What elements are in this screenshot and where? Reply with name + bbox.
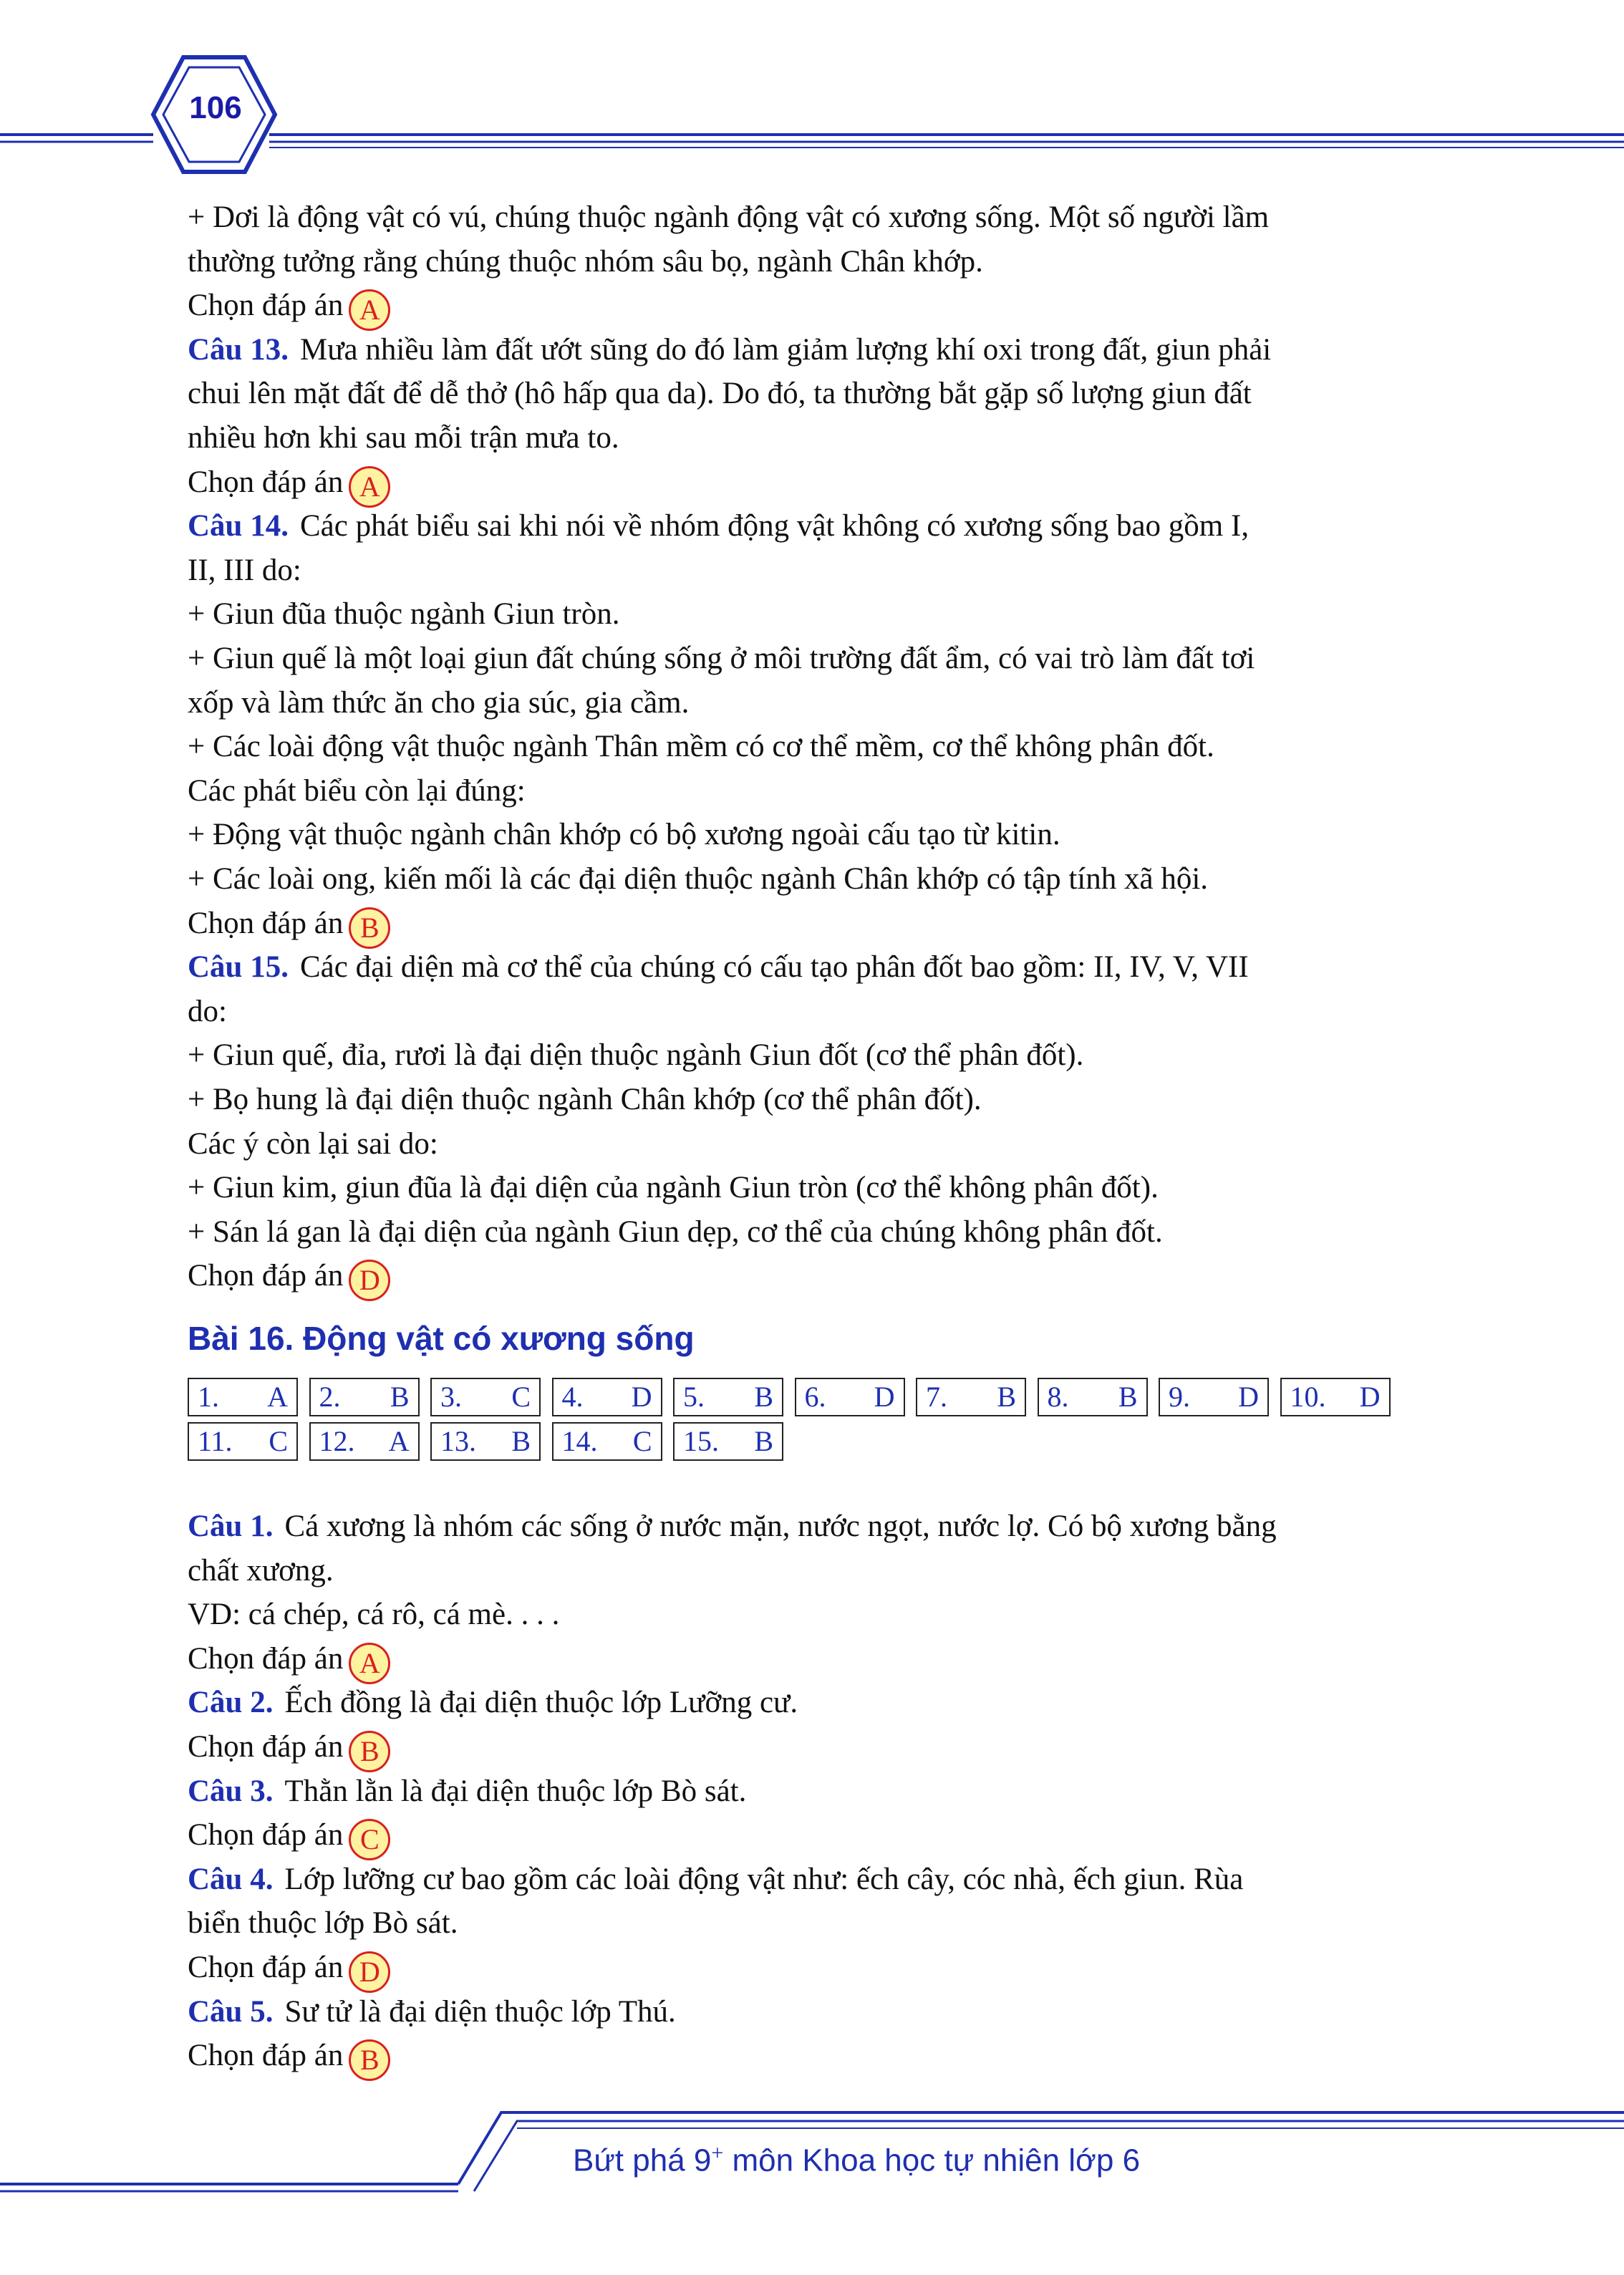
text-line <box>188 2036 390 2081</box>
line-text: Chọn đáp án <box>188 1730 344 1764</box>
line-text: + Các loài ong, kiến mối là các đại diện thuộc ngành Chân khớp có tập tính xã hội. <box>188 862 1209 896</box>
text-line <box>188 418 619 458</box>
text-line <box>188 639 1255 679</box>
question-number: 10. <box>1290 1381 1326 1413</box>
answer-letter: A <box>267 1381 288 1413</box>
answer-letter: B <box>997 1381 1016 1413</box>
text-line <box>188 1727 390 1772</box>
question-number: 7. <box>926 1381 947 1413</box>
answer-badge: C <box>349 1819 390 1860</box>
answer-letter: D <box>874 1381 895 1413</box>
answer-letter: C <box>269 1425 288 1457</box>
line-text: xốp và làm thức ăn cho gia súc, gia cầm. <box>188 685 690 720</box>
text-line <box>188 1948 390 1993</box>
text-line <box>188 551 301 591</box>
answer-badge: D <box>349 1260 390 1301</box>
text-line <box>188 286 390 331</box>
text-line <box>188 1507 1277 1547</box>
answer-key-cell <box>673 1422 783 1461</box>
text-line <box>188 904 390 949</box>
answer-key-cell <box>552 1378 662 1416</box>
answer-key-cell <box>309 1378 420 1416</box>
text-line <box>188 1256 390 1301</box>
question-label: Câu 2. <box>188 1686 274 1720</box>
line-text: Ếch đồng là đại diện thuộc lớp Lưỡng cư. <box>284 1686 798 1720</box>
answer-key-cell <box>430 1422 541 1461</box>
line-text: Các ý còn lại sai do: <box>188 1126 438 1161</box>
answer-letter: D <box>1238 1381 1259 1413</box>
question-number: 14. <box>561 1425 598 1457</box>
line-text: + Dơi là động vật có vú, chúng thuộc ngành động vật có xương sống. Một số người lầm <box>188 201 1270 234</box>
line-text: + Sán lá gan là đại diện của ngành Giun dẹp, cơ thể của chúng không phân đốt. <box>188 1214 1163 1249</box>
line-text: Chọn đáp án <box>188 1951 344 1984</box>
line-text: nhiều hơn khi sau mỗi trận mưa to. <box>188 421 619 455</box>
question-number: 3. <box>440 1381 462 1413</box>
line-text: Chọn đáp án <box>188 289 344 323</box>
line-text: thường tưởng rằng chúng thuộc nhóm sâu bọ, ngành Chân khớp. <box>188 244 983 279</box>
question-label: Câu 14. <box>188 509 289 544</box>
line-text: chất xương. <box>188 1553 334 1588</box>
line-text: Chọn đáp án <box>188 465 344 499</box>
line-text: Chọn đáp án <box>188 1641 344 1676</box>
text-line <box>188 1992 676 2032</box>
line-text: biển thuộc lớp Bò sát. <box>188 1906 458 1941</box>
question-label: Câu 4. <box>188 1862 274 1896</box>
text-line <box>188 506 1249 546</box>
question-number: 12. <box>319 1425 355 1457</box>
question-label: Câu 3. <box>188 1774 274 1808</box>
answer-letter: B <box>511 1425 531 1457</box>
answer-badge: B <box>349 907 390 949</box>
text-line <box>188 1080 982 1120</box>
line-text: Các đại diện mà cơ thể của chúng có cấu tạo phân đốt bao gồm: II, IV, V, VII <box>299 950 1249 985</box>
question-number: 2. <box>319 1381 341 1413</box>
answer-key-cell <box>916 1378 1026 1416</box>
answer-badge: A <box>349 289 390 331</box>
line-text: + Bọ hung là đại diện thuộc ngành Chân khớp (cơ thể phân đốt). <box>188 1083 982 1116</box>
question-number: 6. <box>804 1381 826 1413</box>
line-text: + Giun quế là một loại giun đất chúng sống ở môi trường đất ẩm, có vai trò làm đất tơi <box>188 642 1255 675</box>
answer-badge: D <box>349 1951 390 1993</box>
text-line <box>188 463 390 508</box>
question-number: 15. <box>683 1425 719 1457</box>
line-text: + Động vật thuộc ngành chân khớp có bộ xương ngoài cấu tạo từ kitin. <box>188 818 1060 852</box>
answer-key-cell <box>309 1422 420 1461</box>
text-line <box>188 198 1269 238</box>
answer-key-cell <box>673 1378 783 1416</box>
text-line <box>188 1860 1243 1900</box>
answer-key-cell <box>552 1422 662 1461</box>
text-line <box>188 1639 390 1684</box>
line-text: do: <box>188 994 227 1028</box>
question-number: 5. <box>683 1381 705 1413</box>
answer-key-cell <box>1280 1378 1391 1416</box>
answer-letter: C <box>632 1425 652 1457</box>
line-text: Sư tử là đại diện thuộc lớp Thú. <box>284 1994 676 2029</box>
question-number: 1. <box>198 1381 219 1413</box>
line-text: Các phát biểu sai khi nói về nhóm động vật không có xương sống bao gồm I, <box>299 509 1250 544</box>
answer-badge: A <box>349 466 390 508</box>
line-text: + Giun đũa thuộc ngành Giun tròn. <box>188 597 620 632</box>
text-line <box>188 683 689 723</box>
answer-key-cell <box>1038 1378 1148 1416</box>
line-text: + Các loài động vật thuộc ngành Thân mềm có cơ thể mềm, cơ thể không phân đốt. <box>188 730 1214 764</box>
line-text: chui lên mặt đất để dễ thở (hô hấp qua da). Do đó, ta thường bắt gặp số lượng giun đất <box>188 377 1252 411</box>
answer-key-cell <box>430 1378 541 1416</box>
text-line <box>188 1683 798 1723</box>
answer-letter: B <box>754 1425 773 1457</box>
text-line <box>188 1551 334 1591</box>
answer-letter: C <box>511 1381 531 1413</box>
text-line <box>188 242 983 282</box>
question-label: Câu 5. <box>188 1994 274 2029</box>
text-line <box>188 374 1252 414</box>
line-text: Chọn đáp án <box>188 906 344 940</box>
text-line <box>188 1035 1083 1076</box>
answer-badge: A <box>349 1643 390 1684</box>
answer-letter: B <box>390 1381 410 1413</box>
line-text: Thằn lằn là đại diện thuộc lớp Bò sát. <box>284 1774 747 1808</box>
line-text: VD: cá chép, cá rô, cá mè. . . . <box>188 1598 560 1632</box>
line-text: Lớp lưỡng cư bao gồm các loài động vật như: ếch cây, cóc nhà, ếch giun. Rùa <box>284 1862 1244 1896</box>
question-label: Câu 1. <box>188 1510 274 1543</box>
question-number: 11. <box>198 1425 233 1457</box>
answer-key-cell <box>188 1422 298 1461</box>
text-line <box>188 859 1208 899</box>
question-label: Câu 13. <box>188 332 289 367</box>
answer-key-cell <box>1159 1378 1269 1416</box>
text-line <box>188 727 1214 767</box>
text-line <box>188 771 526 811</box>
footer-title-end: môn Khoa học tự nhiên lớp 6 <box>723 2143 1141 2178</box>
answer-key-cell <box>188 1378 298 1416</box>
question-number: 9. <box>1169 1381 1190 1413</box>
line-text: Cá xương là nhóm các sống ở nước mặn, nước ngọt, nước lợ. Có bộ xương bằng <box>284 1510 1277 1543</box>
answer-key-cell <box>795 1378 905 1416</box>
footer-title <box>573 2141 1140 2179</box>
text-line <box>188 1595 559 1635</box>
answer-badge: B <box>349 2039 390 2081</box>
section-title: Bài 16. Động vật có xương sống <box>188 1320 695 1357</box>
line-text: II, III do: <box>188 553 301 587</box>
line-text: Chọn đáp án <box>188 1259 344 1293</box>
text-line <box>188 1772 746 1812</box>
answer-letter: A <box>388 1425 410 1457</box>
footer-title-start: Bứt phá 9 <box>573 2143 712 2178</box>
line-text: Mưa nhiều làm đất ướt sũng do đó làm giảm lượng khí oxi trong đất, giun phải <box>299 332 1272 367</box>
text-line <box>188 1903 458 1943</box>
line-text: + Giun quế, đỉa, rươi là đại diện thuộc ngành Giun đốt (cơ thể phân đốt). <box>188 1038 1084 1073</box>
question-label: Câu 15. <box>188 950 289 985</box>
text-line <box>188 1168 1159 1208</box>
page-number: 106 <box>189 90 242 125</box>
footer-title-sup: + <box>711 2141 724 2165</box>
question-number: 4. <box>561 1381 584 1413</box>
text-line <box>188 1124 438 1164</box>
text-line <box>188 815 1060 855</box>
answer-badge: B <box>349 1731 390 1772</box>
question-number: 13. <box>440 1425 476 1457</box>
text-line <box>188 330 1271 370</box>
answer-letter: D <box>631 1381 652 1413</box>
answer-letter: B <box>754 1381 773 1413</box>
line-text: Các phát biểu còn lại đúng: <box>188 773 526 808</box>
line-text: Chọn đáp án <box>188 2039 344 2073</box>
text-line <box>188 1212 1163 1252</box>
answer-letter: B <box>1118 1381 1138 1413</box>
text-line <box>188 947 1249 987</box>
line-text: Chọn đáp án <box>188 1818 344 1853</box>
text-line <box>188 992 227 1032</box>
answer-letter: D <box>1359 1381 1381 1413</box>
question-number: 8. <box>1047 1381 1069 1413</box>
text-line <box>188 1815 390 1860</box>
line-text: + Giun kim, giun đũa là đại diện của ngành Giun tròn (cơ thể không phân đốt). <box>188 1171 1159 1205</box>
text-line <box>188 594 619 634</box>
